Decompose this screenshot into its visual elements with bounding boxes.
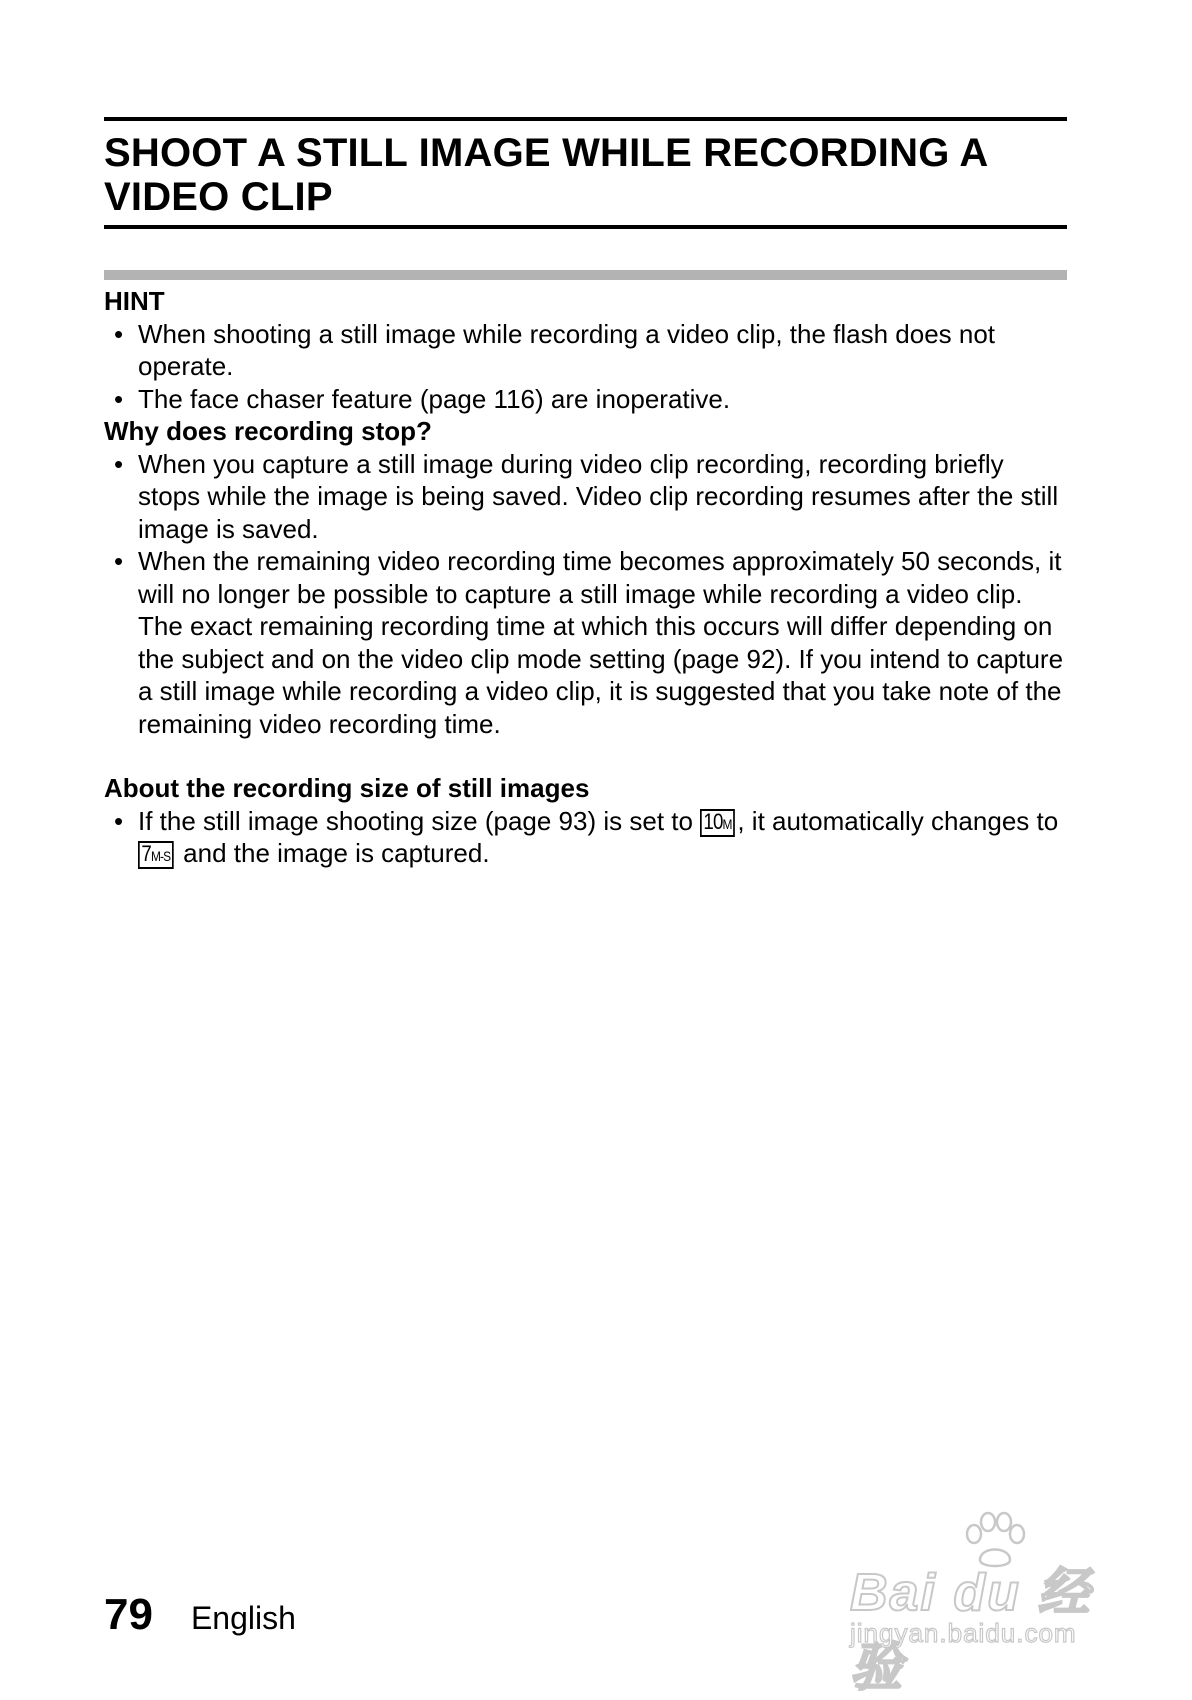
size-10m-main: 10 xyxy=(703,808,723,834)
content-body xyxy=(104,285,1067,870)
size-list xyxy=(104,805,1067,870)
bullet-icon: • xyxy=(114,805,124,836)
baidu-watermark xyxy=(850,1510,1140,1697)
hint-divider-bar xyxy=(104,270,1067,280)
why-stop-item-text: When you capture a still image during video clip recording, recording briefly stops while the image is being saved. Video clip recording resumes after the still image is saved. xyxy=(138,448,1059,544)
bullet-icon: • xyxy=(114,383,124,414)
list-item xyxy=(104,448,1067,546)
size-item-text-part3: and the image is captured. xyxy=(183,838,490,868)
list-item xyxy=(104,545,1067,740)
why-stop-heading: Why does recording stop? xyxy=(104,416,432,446)
hint-list xyxy=(104,318,1067,416)
size-7m-s-icon xyxy=(138,841,174,869)
hint-heading: HINT xyxy=(104,286,165,316)
page-footer xyxy=(104,1590,296,1650)
list-item xyxy=(104,383,1067,416)
size-item-text-part2: , it automatically changes to xyxy=(737,805,1059,836)
watermark-logo: Bai du 经验 xyxy=(850,1564,1092,1697)
size-7m-s-sub: M-S xyxy=(150,848,171,864)
size-heading: About the recording size of still images xyxy=(104,773,590,803)
bullet-icon: • xyxy=(114,546,124,576)
list-item xyxy=(104,318,1067,383)
page-title: SHOOT A STILL IMAGE WHILE RECORDING A VIDEO CLIP xyxy=(104,131,987,219)
page-language: English xyxy=(190,1600,296,1636)
why-stop-list xyxy=(104,448,1067,741)
watermark-url: jingyan.baidu.com xyxy=(850,1618,1077,1648)
size-10m-sub: M xyxy=(722,815,732,832)
why-stop-item-text: When the remaining video recording time becomes approximately 50 seconds, it will no longer be possible to capture a still image while recording a video clip. The exact remaining recording time at which this occurs will differ depending on the subject and on the video clip mode setting (page 92). If you intend to capture a still image while recording a video clip, it is suggested that you take note of the remaining video recording time. xyxy=(138,546,1064,739)
size-item-text-part1: If the still image shooting size (page 93) is set to xyxy=(138,805,693,836)
list-item xyxy=(104,805,1067,870)
bullet-icon: • xyxy=(114,318,124,349)
bullet-icon: • xyxy=(114,448,124,479)
section-spacer xyxy=(104,740,1067,772)
size-10m-icon xyxy=(700,809,735,837)
size-7m-s-main: 7 xyxy=(141,841,151,866)
hint-item-text: The face chaser feature (page 116) are inoperative. xyxy=(138,383,731,414)
page-number: 79 xyxy=(104,1590,153,1639)
hint-item-text: When shooting a still image while recording a video clip, the flash does not operate. xyxy=(138,318,996,381)
title-block xyxy=(104,117,1067,229)
